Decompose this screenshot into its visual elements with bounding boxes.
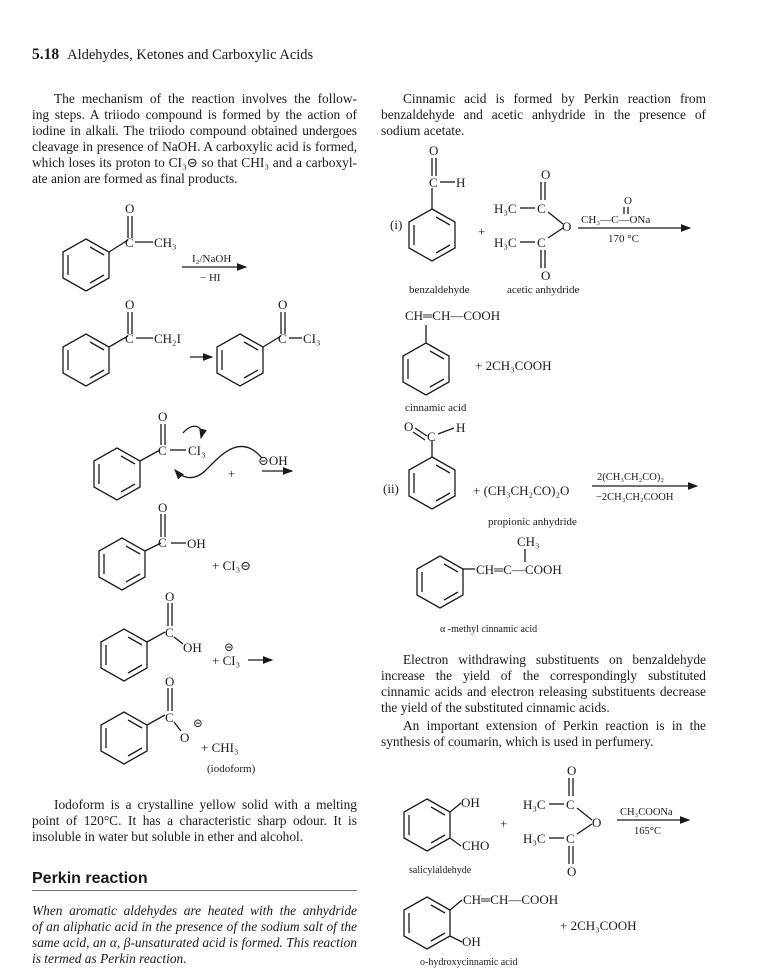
text-line: the yield of the substituted cinnamic acids. [381, 700, 610, 715]
ci3-label: CI₃ [303, 331, 321, 346]
temperature: 170 °C [608, 233, 639, 245]
text-line: benzaldehyde and acetic anhydride in the presence of [381, 107, 706, 122]
carbon-label: C [278, 331, 287, 346]
ch3-label: CH₃ [517, 534, 540, 549]
oxygen-label: O [165, 589, 175, 604]
sodium-acetate-reagent: CH₃—C—ONa [581, 214, 651, 226]
text-line: of an aliphatic acid in the presence of the sodium salt of the [32, 919, 357, 934]
cinnamic-acid-name: cinnamic acid [405, 402, 467, 414]
negative-charge: ⊝ [224, 640, 235, 654]
carbon-label: C [165, 710, 174, 725]
oh-label: OH [187, 536, 206, 551]
iodoform-name: (iodoform) [207, 763, 256, 775]
oxygen-label: O [125, 201, 135, 216]
salicylaldehyde-structure [404, 799, 461, 851]
methyl-label: H₃C [523, 797, 546, 812]
iodoform-formula: + CHI₃ [201, 740, 239, 755]
reaction-number: (i) [390, 217, 403, 232]
oxygen-label: O [429, 143, 439, 158]
methyl-label: H₃C [523, 831, 546, 846]
ch2i-label: CH₂I [154, 331, 181, 346]
carbon-label: C [427, 429, 436, 444]
text-line: ing steps. A triiodo compound is formed by the action of [32, 107, 357, 122]
acetic-acid-byproduct: + 2CH₃COOH [475, 358, 552, 373]
carbon-label: C [125, 331, 134, 346]
triiodo-ketone-attack-structure [94, 424, 262, 500]
triiodomethyl-anion: + CI₃⊝ [212, 558, 252, 573]
oxygen-label: O [567, 864, 577, 879]
text-line: The mechanism of the reaction involves the follow- [54, 91, 357, 106]
reagent-top: I₂/NaOH [192, 253, 232, 265]
text-line: point of 120°C. It has a characteristic sharp odour. It is [32, 813, 357, 828]
carbon-label: C [566, 797, 575, 812]
oxygen-label: O [567, 763, 577, 778]
oh-label: OH [462, 934, 481, 949]
chapter-title: Aldehydes, Ketones and Carboxylic Acids [67, 47, 314, 63]
reagent-bottom: −2CH₃CH₂COOH [596, 492, 674, 503]
section-divider [32, 890, 357, 891]
h-label: H [456, 420, 466, 435]
text-line: An important extension of Perkin reaction is in the [403, 718, 706, 733]
oxygen-label: O [125, 297, 135, 312]
cinnamic-acid-structure [403, 325, 449, 395]
text-line: ate anion are formed as final products. [32, 171, 238, 186]
oxygen-label: O [562, 219, 572, 234]
ci3-label: CI₃ [188, 443, 206, 458]
carbon-label: C [537, 201, 546, 216]
temperature: 165°C [634, 826, 661, 837]
oxygen-label: O [404, 419, 414, 434]
carbon-label: C [566, 831, 575, 846]
salicylaldehyde-name: salicylaldehyde [409, 865, 472, 876]
extension-paragraph [381, 718, 706, 750]
text-line: Cinnamic acid is formed by Perkin reaction from [403, 91, 706, 106]
negative-charge: ⊝ [193, 716, 204, 730]
text-line: same acid, an α, β-unsaturated acid is formed. This reaction [32, 935, 357, 950]
benzoate-structure [101, 688, 181, 764]
ch3-label: CH₃ [154, 235, 177, 250]
benzoic-acid-structure-2 [101, 603, 183, 681]
oxygen-label: O [592, 815, 602, 830]
hydroxycinnamic-acid-structure [404, 897, 462, 949]
plus-sign: + [228, 466, 236, 481]
benzaldehyde-name: benzaldehyde [409, 284, 470, 296]
text-line: which loses its proton to CI₃⊝ so that CHI₃ and a carboxyl- [32, 155, 357, 170]
acetic-anhydride-structure-2 [549, 778, 592, 864]
methyl-cinnamic-acid-structure [417, 549, 525, 608]
methyl-label: H₃C [494, 201, 517, 216]
text-line: increase the yield of the correspondingly substituted [381, 668, 706, 683]
carbon-label: C [537, 235, 546, 250]
oh-label: OH [461, 795, 480, 810]
oxygen-label: O [278, 297, 288, 312]
oh-label: OH [183, 640, 202, 655]
h-label: H [456, 175, 466, 190]
acetophenone-structure [63, 216, 153, 291]
carbon-label: C [125, 235, 134, 250]
section-heading: Perkin reaction [32, 870, 148, 887]
definition-paragraph [32, 903, 357, 967]
sodium-acetate-reagent: CH₃COONa [620, 807, 673, 818]
propionic-anhydride-formula: + (CH₃CH₂CO)₂O [473, 483, 570, 498]
carbon-label: C [158, 443, 167, 458]
carbon-label: C [429, 175, 438, 190]
cinnamic-acid-formula: CH═CH—COOH [405, 308, 501, 323]
iodoform-paragraph [32, 797, 357, 845]
text-line: Iodoform is a crystalline yellow solid with a melting [54, 797, 357, 812]
hydroxide-label: ⊝OH [258, 453, 288, 468]
text-line: sodium acetate. [381, 123, 465, 138]
text-line: cleavage in presence of NaOH. A carboxylic acid is formed, [32, 139, 357, 154]
page-number: 5.18 [32, 46, 60, 63]
reagent-bottom: − HI [200, 272, 221, 284]
hydroxycinnamic-acid-formula: CH═CH—COOH [463, 892, 559, 907]
text-line: When aromatic aldehydes are heated with the anhydride [32, 903, 357, 918]
acetic-anhydride-structure [520, 182, 563, 268]
cho-label: CHO [462, 838, 490, 853]
iodomethyl-ketone-structure [63, 312, 153, 386]
triiodo-ketone-structure [217, 312, 302, 386]
text-line: Electron withdrawing substituents on benzaldehyde [403, 652, 706, 667]
methyl-cinnamic-acid-formula: CH═C—COOH [476, 562, 562, 577]
oxygen-label: O [541, 167, 551, 182]
text-line: synthesis of coumarin, which is used in perfumery. [381, 734, 654, 749]
oxygen-label: O [624, 195, 632, 207]
electron-paragraph [381, 652, 706, 716]
text-line: insoluble in water but soluble in ether and alcohol. [32, 829, 304, 844]
oxygen-label: O [158, 409, 168, 424]
plus-sign: + [500, 816, 508, 831]
oxygen-label: O [165, 674, 175, 689]
methyl-label: H₃C [494, 235, 517, 250]
benzaldehyde-structure [409, 158, 455, 261]
carbon-label: C [165, 625, 174, 640]
text-line: cinnamic acids and electron releasing substituents decrease [381, 684, 706, 699]
reagent-top: 2(CH₃CH₂CO)₂ [597, 472, 664, 483]
triiodomethyl-anion: + CI₃ [212, 653, 241, 668]
plus-sign: + [478, 224, 486, 239]
benzoic-acid-structure [99, 514, 186, 590]
acetic-anhydride-name: acetic anhydride [507, 284, 580, 296]
text-line: is termed as Perkin reaction. [32, 951, 187, 966]
text-line: iodine in alkali. The triiodo compound obtained undergoes [32, 123, 357, 138]
oxygen-label: O [158, 500, 168, 515]
carbon-label: C [158, 535, 167, 550]
oxygen-label: O [180, 730, 190, 745]
methyl-cinnamic-acid-name: α -methyl cinnamic acid [440, 624, 538, 635]
propionic-anhydride-name: propionic anhydride [488, 516, 577, 528]
reaction-number: (ii) [383, 481, 399, 496]
oxygen-label: O [541, 268, 551, 283]
hydroxycinnamic-acid-name: o-hydroxycinnamic acid [420, 957, 518, 968]
acetic-acid-byproduct: + 2CH₃COOH [560, 918, 637, 933]
